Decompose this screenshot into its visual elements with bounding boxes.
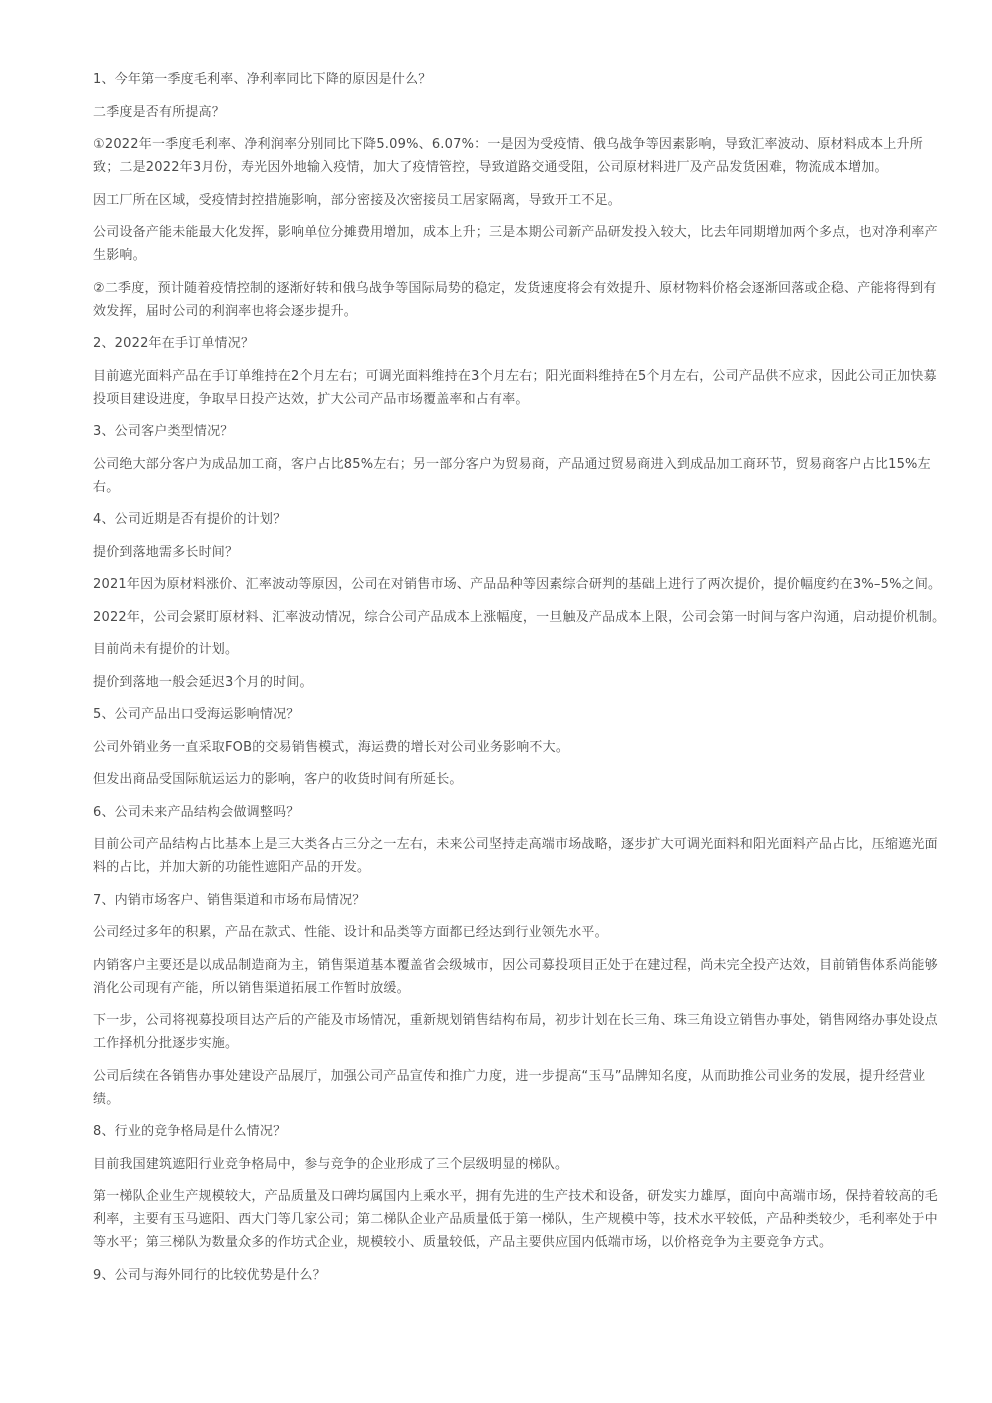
- question-8: 8、行业的竞争格局是什么情况？: [93, 1124, 287, 1139]
- answer-8-part-1: 目前我国建筑遮阳行业竞争格局中，参与竞争的企业形成了三个层级明显的梯队。: [93, 1156, 569, 1172]
- answer-7-part-1: 公司经过多年的积累，产品在款式、性能、设计和品类等方面都已经达到行业领先水平。: [93, 925, 608, 940]
- answer-1-part-3: 公司设备产能未能最大化发挥，影响单位分摊费用增加，成本上升；三是本期公司新产品研发投入较大，比去年同期增加两个多点，也对净利率产生影响。: [93, 225, 938, 263]
- answer-7-part-3: 下一步，公司将视募投项目达产后的产能及市场情况，重新规划销售结构布局，初步计划在长三角、珠三角设立销售办事处，销售网络办事处设点工作择机分批逐步实施。: [93, 1013, 938, 1051]
- answer-4-part-2: 2022年，公司会紧盯原材料、汇率波动情况，综合公司产品成本上涨幅度，一旦触及产品成本上限，公司会第一时间与客户沟通，启动提价机制。: [93, 609, 946, 625]
- question-3: 3、公司客户类型情况？: [93, 424, 234, 439]
- document-page: [93, 68, 948, 1296]
- answer-1-part-2: 因工厂所在区域，受疫情封控措施影响，部分密接及次密接员工居家隔离，导致开工不足。: [93, 192, 622, 208]
- answer-4-part-3: 目前尚未有提价的计划。: [93, 642, 239, 657]
- answer-4-part-1: 2021年因为原材料涨价、汇率波动等原因，公司在对销售市场、产品品种等因素综合研判的基础上进行了两次提价，提价幅度约在3%–5%之间。: [93, 577, 942, 592]
- question-9: 9、公司与海外同行的比较优势是什么？: [93, 1267, 326, 1283]
- question-4: 4、公司近期是否有提价的计划？: [93, 512, 287, 527]
- question-6: 6、公司未来产品结构会做调整吗？: [93, 804, 300, 820]
- answer-7-part-4: 公司后续在各销售办事处建设产品展厅，加强公司产品宣传和推广力度，进一步提高“玉马”品牌知名度，从而助推公司业务的发展，提升经营业绩。: [93, 1068, 926, 1107]
- answer-7-part-2: 内销客户主要还是以成品制造商为主，销售渠道基本覆盖省会级城市，因公司募投项目正处于在建过程，尚未完全投产达效，目前销售体系尚能够消化公司现有产能，所以销售渠道拓展工作暂时放缓。: [93, 957, 938, 996]
- answer-5-part-2: 但发出商品受国际航运运力的影响，客户的收货时间有所延长。: [93, 772, 463, 787]
- answer-1-part-1: ①2022年一季度毛利率、净利润率分别同比下降5.09%、6.07%：一是因为受疫情、俄乌战争等因素影响，导致汇率波动、原材料成本上升所致；二是2022年3月份，寿光因外地输入疫情，加大了疫情管控，导致道路交通受阻，公司原材料进厂及产品发货困难，物流成本增加。: [93, 137, 923, 175]
- answer-3: 公司绝大部分客户为成品加工商，客户占比85%左右；另一部分客户为贸易商，产品通过贸易商进入到成品加工商环节，贸易商客户占比15%左右。: [93, 456, 931, 495]
- question-5: 5、公司产品出口受海运影响情况？: [93, 707, 300, 722]
- answer-1-part-4: ②二季度，预计随着疫情控制的逐渐好转和俄乌战争等国际局势的稳定，发货速度将会有效提升、原材物料价格会逐渐回落或企稳、产能将得到有效发挥，届时公司的利润率也将会逐步提升。: [93, 280, 937, 319]
- answer-8-part-2: 第一梯队企业生产规模较大，产品质量及口碑均属国内上乘水平，拥有先进的生产技术和设备，研发实力雄厚，面向中高端市场，保持着较高的毛利率，主要有玉马遮阳、西大门等几家公司；第二梯队企业产品质量低于第一梯队，生产规模中等，技术水平较低，产品种类较少，毛利率处于中等水平；第三梯队为数量众多的作坊式企业，规模较小、质量较低，产品主要供应国内低端市场，以价格竞争为主要竞争方式。: [93, 1189, 938, 1250]
- question-4-followup: 提价到落地需多长时间？: [93, 544, 239, 560]
- answer-5-part-1: 公司外销业务一直采取FOB的交易销售模式，海运费的增长对公司业务影响不大。: [93, 739, 570, 755]
- question-1: 1、今年第一季度毛利率、净利率同比下降的原因是什么？: [93, 72, 432, 87]
- question-7: 7、内销市场客户、销售渠道和市场布局情况？: [93, 892, 366, 908]
- answer-6: 目前公司产品结构占比基本上是三大类各占三分之一左右，未来公司坚持走高端市场战略，逐步扩大可调光面料和阳光面料产品占比，压缩遮光面料的占比，并加大新的功能性遮阳产品的开发。: [93, 837, 938, 875]
- question-2: 2、2022年在手订单情况？: [93, 336, 255, 351]
- answer-2: 目前遮光面料产品在手订单维持在2个月左右；可调光面料维持在3个月左右；阳光面料维持在5个月左右，公司产品供不应求，因此公司正加快募投项目建设进度，争取早日投产达效，扩大公司产品市场覆盖率和占有率。: [93, 368, 937, 407]
- answer-4-part-4: 提价到落地一般会延迟3个月的时间。: [93, 674, 313, 690]
- question-1-followup: 二季度是否有所提高？: [93, 104, 226, 120]
